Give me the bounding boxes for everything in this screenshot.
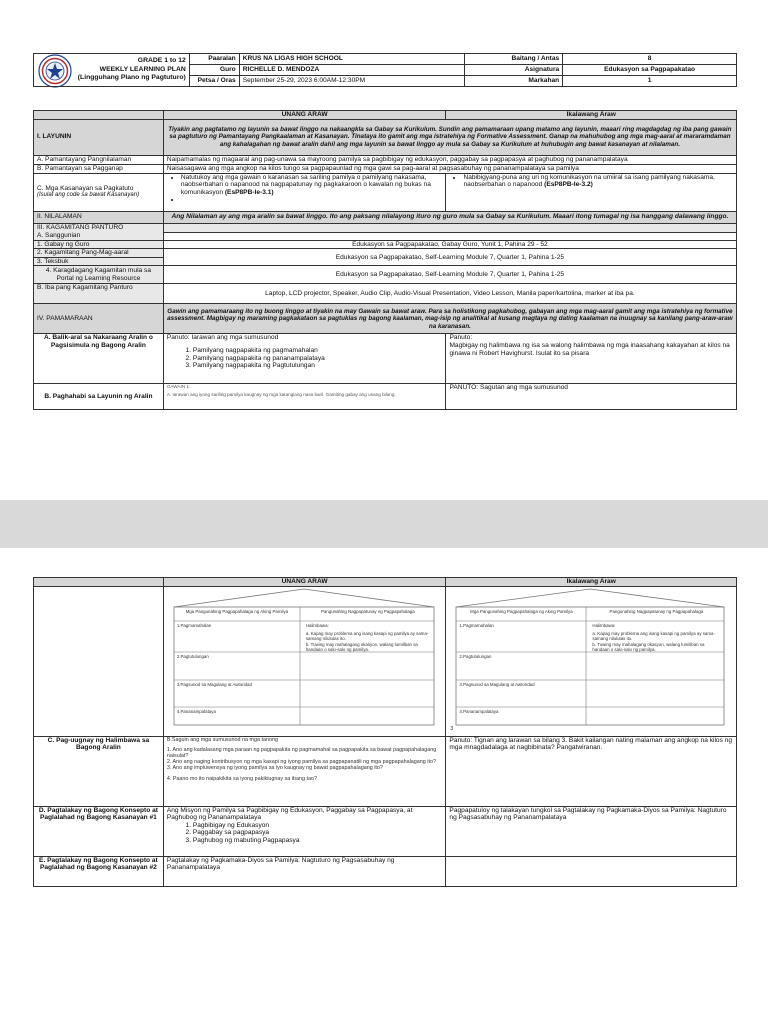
layunin-label: I. LAYUNIN — [34, 119, 164, 155]
house-row-3: 3.Pagsunod sa Magulang at Awtoridad — [459, 681, 535, 687]
house-example-b: b. Tuwing may mahalagang okasyon, walang lumiliban sa handaan o salo-salo ng pamilya. — [305, 641, 418, 652]
kasanayan-day-2 — [446, 173, 737, 211]
gawain-label: GAWAIN 1: — [166, 384, 191, 390]
house-row-3: 3.Pagsunod sa Magulang at Awtoridad — [176, 681, 252, 687]
pamamaraan-label: IV. PAMAMARAAN — [34, 304, 164, 334]
balik-aral-label: A. Balik-aral sa Nakaraang Aralin o Pagsisimula ng Bagong Aralin — [34, 334, 164, 384]
kagamitan-mag-label: 2. Kagamitang Pang-Mag-aaral — [34, 249, 164, 258]
house-left-title: Mga Pangunahing Pagpapahalaga ng Aking Pamilya — [185, 608, 289, 614]
date-label: Petsa / Oras — [189, 76, 239, 87]
plan-title: WEEKLY LEARNING PLAN — [99, 65, 186, 73]
karagdagang-text: Edukasyon sa Pagpapakatao, Self-Learning Module 7, Quarter 1, Pahina 1-25 — [163, 266, 736, 284]
kasanayan-day-1-code: (EsP8PB-Ie-3.1) — [224, 188, 274, 196]
house-chart-day-2 — [446, 586, 737, 736]
question-item: 3. Ano ang impluwensya ng iyong pamilya sa iyo kaugnay ng bawat pagpapahalagang ito? — [166, 765, 383, 772]
balik-aral-item: 2. Pamilyang nagpapakita ng pananampalataya — [193, 355, 443, 363]
paghahabi-day-2: PANUTO: Sagutan ang mga sumusunod — [446, 384, 737, 410]
grade-label: Baitang / Antas — [465, 54, 563, 65]
header-table — [33, 53, 737, 87]
gabay-label: 1. Gabay ng Guro — [34, 240, 164, 249]
pamantayang-pangnilalaman-label: A. Pamantayang Pangnilalaman — [34, 155, 164, 164]
col-day-2: Ikalawang Araw — [446, 578, 737, 587]
kasanayan-day-2-code: (EsP8PB-Ie-3.2) — [544, 181, 593, 189]
iba-text: Laptop, LCD projector, Speaker, Audio Clip, Audio-Visual Presentation, Video Lesson, Manila paper/kartolina, marker at iba pa. — [163, 284, 736, 304]
house-diagram — [170, 587, 438, 727]
konsepto-item: 2. Paggabay sa pagpapasya — [193, 829, 443, 837]
house-row-1: 1.Pagmamahalan — [176, 622, 212, 628]
grade-value: 8 — [563, 54, 737, 65]
balik-aral-day-1 — [163, 334, 446, 384]
pag-uugnay-label: C. Pag-uugnay ng Halimbawa sa Bagong Aralin — [34, 736, 164, 806]
plan-subtitle: (Lingguhang Plano ng Pagtuturo) — [77, 74, 186, 82]
quarter-label: Markahan — [465, 76, 563, 87]
pag-uugnay-day-1 — [163, 736, 446, 806]
balik-aral-day-1-intro: Panuto: Iarawan ang mga sumusunod — [166, 334, 279, 342]
house-row-2: 2.Pagtutulungan — [176, 653, 209, 659]
konsepto-item: 1. Pagbibigay ng Edukasyon — [193, 822, 443, 830]
house-outline — [452, 587, 728, 727]
balik-aral-item: 3. Pamilyang nagpapakita ng Pagtutulungan — [193, 362, 443, 370]
house-right-title: Pangunahing Nagpapatunay ng Pagpapahalaga — [609, 608, 704, 614]
school-value: KRUS NA LIGAS HIGH SCHOOL — [239, 54, 465, 65]
kasanayan-label: C. Mga Kasanayan sa Pagkatuto — [37, 184, 134, 192]
gabay-text: Edukasyon sa Pagpapakatao, Gabay Guro, Yunit 1, Pahina 29 - 52 — [163, 240, 736, 249]
page-2 — [0, 548, 768, 1024]
house-row-1: 1.Pagmamahalan — [459, 622, 494, 628]
plan-table-page-2 — [33, 577, 737, 887]
teksbuk-label: 3. Teksbuk — [34, 257, 164, 266]
konsepto-1-day-1 — [163, 806, 446, 856]
house-outline — [170, 587, 438, 727]
balik-aral-day-2-text: Magbigay ng halimbawa ng isa sa walong halimbawa ng mga inaasahang kakayahan at kilos na ginawa ni Robert Havighurst. Isulat ito sa pisara — [449, 341, 730, 357]
sanggunian-label: A. Sanggunian — [34, 232, 164, 240]
house-right-title: Pangunahing Nagpapatunay ng Pagpapahalaga — [320, 608, 415, 614]
kagamitan-mag-text: Edukasyon sa Pagpapakatao, Self-Learning Module 7, Quarter 1, Pahina 1-25 — [163, 249, 736, 266]
house-example-head: Halimbawa: — [592, 622, 616, 628]
pamamaraan-text: Gawin ang pamamaraang ito ng buong linggo at tiyakin na may Gawain sa bawat araw. Para sa holistikong pagkahubog, gabayan ang mga mag-aaral gamit ang mga istratehiya ng formative assessment. Magbigay ng maraming pagkakataon sa pagtuklas ng bagong kaalaman, mag-isip ng analitikal at kusang magtaya ng dating kaalaman na inuugnay sa kanilang pang-araw-araw na karanasan. — [163, 304, 736, 334]
iba-label: B. Iba pang Kagamitang Panturo — [34, 284, 164, 304]
kasanayan-day-2-text: Nabibigyang-puna ang uri ng komunikasyon na umiiral sa isang pamilyang nakasama, naobserbahan o napanood — [463, 173, 715, 189]
number-mark: 3 — [450, 725, 454, 732]
kasanayan-day-1-text: Natutukoy ang mga gawain o karanasan sa sariling pamilya o pamilyang nakasama, naobserbahan o napanood na nagpapatunay ng pagkakaroon o kawalan ng bukas na komunikasyon — [180, 173, 431, 196]
col-day-2: Ikalawang Araw — [446, 111, 737, 120]
house-example-a: a. Kapag may problema ang isang kasapi ng pamilya ay sama-samang nilulutas ito. — [305, 630, 429, 641]
subject-label: Asignatura — [465, 65, 563, 76]
konsepto-1-text: Ang Misyon ng Pamilya sa Pagbibigay ng Edukasyon, Paggabay sa Pagpapasya, at Paghubog ng Pananampalataya — [166, 806, 413, 822]
house-row-2: 2.Pagtutulungan — [459, 653, 492, 659]
paghahabi-label: B. Paghahabi sa Layunin ng Aralin — [34, 384, 164, 410]
date-value: September 25-29, 2023 6:00AM-12:30PM — [239, 76, 465, 87]
paghahabi-day-1 — [163, 384, 446, 410]
house-row-4: 4.Pananampalataya — [176, 708, 216, 714]
house-diagram — [452, 587, 728, 727]
question-item: 2. Ano ang naging kontribusyon ng mga kasapi ng iyong pamilya sa pagpapanatili ng mga pagpapahalagang ito? — [166, 759, 436, 766]
kasanayan-sublabel: (Isulat ang code sa bawat Kasanayan) — [37, 192, 140, 199]
konsepto-1-day-2: Pagpapatuloy ng talakayan tungkol sa Pagtalakay ng Pagkamaka-Diyos sa Pamilya: Nagtuturo ng Pagsasabuhay ng Pananampalataya — [446, 806, 737, 856]
nilalaman-text: Ang Nilalaman ay ang mga aralin sa bawat linggo. Ito ang paksang nilalayong ituro ng guro mula sa Gabay sa Kurikulum. Maaari itong tumagal ng isa hanggang dalawang linggo. — [163, 211, 736, 223]
balik-aral-day-2 — [446, 334, 737, 384]
pag-uugnay-intro: B.Saguin ang mga sumusunod na mga tanong — [166, 736, 279, 743]
teacher-value: RICHELLE D. MENDOZA — [239, 65, 465, 76]
nilalaman-label: II. NILALAMAN — [34, 211, 164, 223]
house-left-title: Mga Pangunahing Pagpapahalaga ng Aking Pamilya — [470, 608, 573, 614]
layunin-text: Tiyakin ang pagtatamo ng layunin sa bawat linggo na nakaangkla sa Gabay sa Kurikulum. Sundin ang pamamaraan upang matamo ang layunin, maaari ring magdagdag ng iba pang gawain sa pagtuturo ng Pamantayang Pangkaalaman at Kasanayan. Tinataya ito gamit ang mga istratehiya ng Formative Assessment. Ganap na mahuhubog ang mga mag-aaral at mararamdaman ang kahalagahan ng bawat aralin dahil ang mga layunin sa bawat linggo ay mula sa Gabay sa Kurikulum at huhubugin ang bawat kasanayan at nilalaman. — [163, 119, 736, 155]
balik-aral-day-2-intro: Panuto: — [449, 334, 473, 342]
pag-uugnay-day-2: Panuto: Tignan ang larawan sa bilang 3. Bakit kailangan nating malaman ang angkop na kilos ng mga mnagdadalaga at nagbibinata? Pangatwiranan. — [446, 736, 737, 806]
pamantayan-pagganap-text: Naisasagawa ang mga angkop na kilos tungo sa pagpapaunlad ng mga gawi sa pag-aaral at pagsasabuhay ng pananampalataya sa pamilya — [163, 164, 736, 173]
konsepto-1-label: D. Pagtalakay ng Bagong Konsepto at Paglalahad ng Bagong Kasanayan #1 — [34, 806, 164, 856]
karagdagang-label: 4. Karagdagang Kagamitan mula sa Portal ng Learning Resource — [34, 266, 164, 284]
kasanayan-label-cell — [34, 173, 164, 211]
kagamitan-label: III. KAGAMITANG PANTURO — [34, 223, 164, 232]
plan-table-page-1 — [33, 110, 737, 410]
teacher-label: Guro — [189, 65, 239, 76]
house-example-a: a. Kapag may problema ang isang kasapi ng pamilya ay sama-samang nilulutas ito. — [592, 630, 715, 641]
konsepto-2-day-2 — [446, 856, 737, 886]
question-item: 4. Paano mo ito naipakikita sa iyong pakikiugnay sa ibang tao? — [166, 775, 317, 782]
konsepto-2-day-1: Pagtalakay ng Pagkamaka-Diyos sa Pamilya: Nagtuturo ng Pagsasabuhay ng Pananampalataya — [163, 856, 446, 886]
house-chart-day-1 — [163, 586, 446, 736]
gawain-text: A. Iarawan ang iyong sariling pamilya kaugnay ng mga katangiang nasa baril. Gamiting gabay ang unang bilang. — [166, 391, 396, 397]
kasanayan-day-1 — [163, 173, 446, 211]
school-label: Paaralan — [189, 54, 239, 65]
house-example-b: b. Tuwing may mahalagang okasyon, walang lumiliban sa handaan o salo-salo ng pamilya. — [592, 641, 705, 652]
house-example-head: Halimbawa: — [305, 622, 329, 628]
question-item: 1. Ano ang kadalasang mga paraan ng pagpapakita ng pagmamahal sa pagpapakita sa bawat pagpapahalagang naisulat? — [166, 746, 437, 759]
subject-value: Edukasyon sa Pagpapakatao — [563, 65, 737, 76]
balik-aral-item: 1. Pamilyang nagpapakita ng pagmamahalan — [193, 347, 443, 355]
house-row-4: 4.Pananampalataya — [459, 708, 499, 714]
col-day-1: UNANG ARAW — [163, 111, 446, 120]
col-day-1: UNANG ARAW — [163, 578, 446, 587]
konsepto-item: 3. Paghubog ng mabuting Pagpapasya — [193, 837, 443, 845]
grade-range: GRADE 1 to 12 — [137, 56, 186, 64]
quarter-value: 1 — [563, 76, 737, 87]
pamantayan-pagganap-label: B. Pamantayan sa Pagganap — [34, 164, 164, 173]
plan-heading — [34, 54, 190, 87]
page-1 — [0, 0, 768, 500]
pamantayang-pangnilalaman-text: Naipamamalas ng magaaral ang pag-unawa sa mayroong pamilya sa pagbibigay ng edukasyon, paggabay sa pagpapasya at paghubog ng pananampalataya — [163, 155, 736, 164]
konsepto-2-label: E. Pagtalakay ng Bagong Konsepto at Paglalahad ng Bagong Kasanayan #2 — [34, 856, 164, 886]
